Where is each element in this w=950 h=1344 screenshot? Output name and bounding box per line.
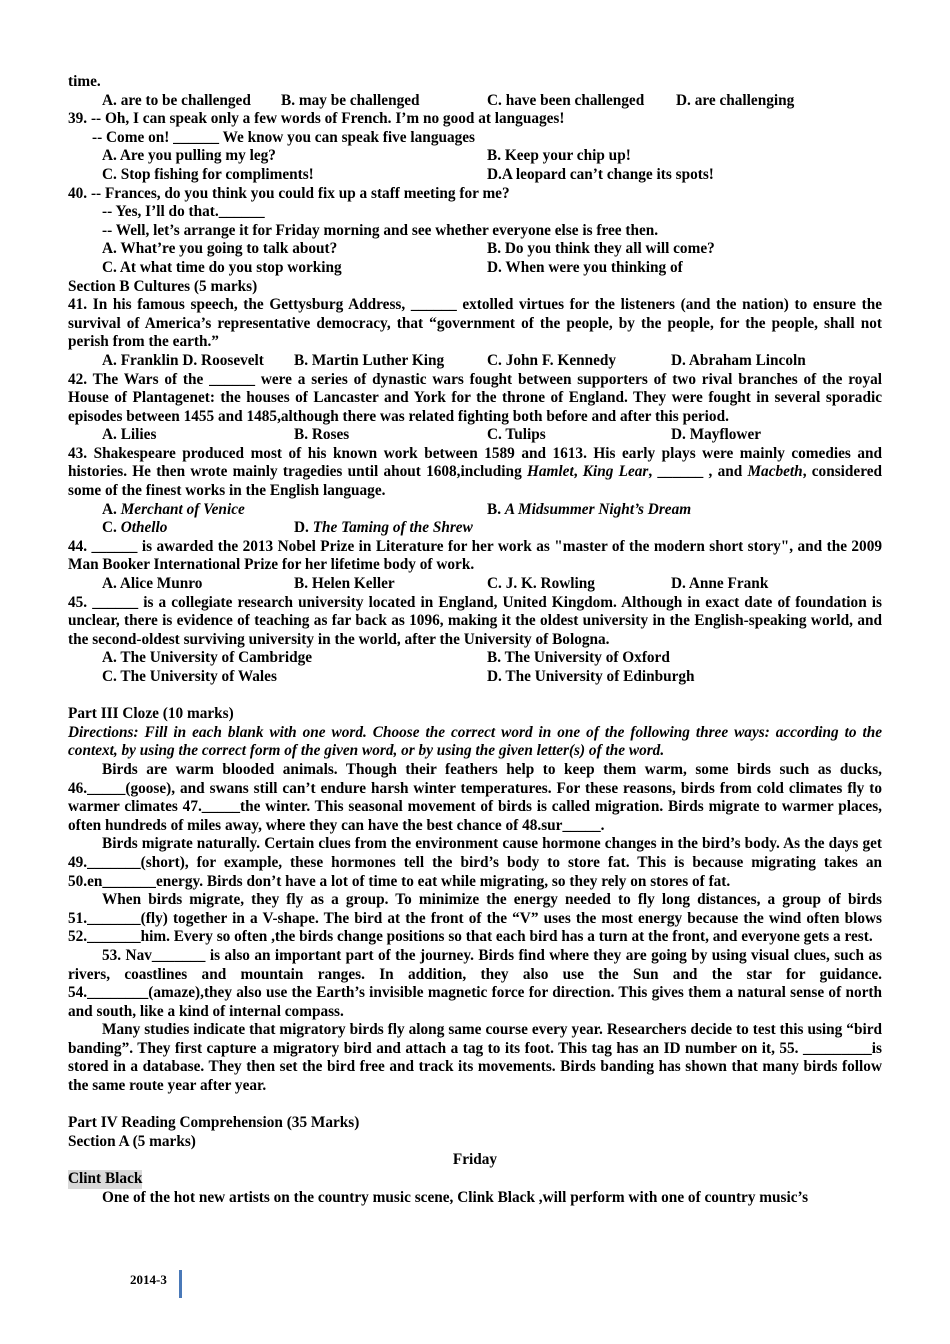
q43-option-d-label: D. [294, 519, 313, 537]
q38-options [68, 92, 882, 111]
q39-line1: 39. -- Oh, I can speak only a few words of French. I’m no good at languages! [68, 110, 565, 128]
q40-line3: -- Well, let’s arrange it for Friday morning and see whether everyone else is free then. [102, 221, 659, 239]
cloze-paragraph-5-text: Many studies indicate that migratory birds fly along same course every year. Researchers decide to test this using “bird banding”. They first capture a migratory bird and attach a tag to its foot. This tag has an ID number on it, 55. _________is stored in a database. They then set the bird free and track its movements. Birds banding has shown that many birds follow the same route year after year. [68, 1021, 882, 1095]
q42-text: 42. The Wars of the ______ were a series of dynastic wars fought between supporters of two rival branches of the royal House of Plantagenet: the houses of Lancaster and York for the throne of England. They were fought in several sporadic episodes between 1455 and 1485,although there was related fighting both before and after this period. [68, 370, 882, 425]
q44-options [68, 575, 882, 594]
part4-section-a: Section A (5 marks) [68, 1132, 196, 1150]
footer-page-label: 2014-3 [130, 1272, 167, 1287]
q43-text-c: , considered some of the finest works in the English language. [68, 463, 883, 500]
cloze-paragraph-5 [68, 1021, 882, 1095]
q43-option-c-label: C. [102, 519, 121, 537]
cloze-paragraph-3-text: When birds migrate, they fly as a group. To minimize the energy needed to fly long distances, a group of birds 51._______(fly) together in a V-shape. The bird at the front of the “V” uses the most energy because the wind often blows 52._______him. Every so often ,the birds change positions so that each bird has a turn at the front, and everyone gets a rest. [68, 891, 882, 946]
q38-option-c: C. have been challenged [487, 91, 645, 109]
q41-option-c: C. John F. Kennedy [487, 351, 617, 369]
q41-text: 41. In his famous speech, the Gettysburg Address, ______ extolled virtues for the listeners (and the nation) to ensure the survival of America’s representative democracy, that “government of the people, by the people, for the people, shall not perish from the earth.” [68, 296, 882, 351]
q45-text: 45. ______ is a collegiate research university located in England, United Kingdom. Although in exact date of foundation is unclear, there is evidence of teaching as far back as 1096, making it the oldest university in the English-speaking world, and the second-oldest surviving university in the world, after the University of Bologna. [68, 593, 882, 648]
q38-tail: time. [68, 73, 101, 90]
q43-option-c [102, 519, 167, 538]
q45-option-d: D. The University of Edinburgh [487, 668, 695, 685]
q41-option-d: D. Abraham Lincoln [671, 351, 806, 369]
q45-options-row1 [68, 649, 882, 668]
q44-option-c: C. J. K. Rowling [487, 575, 595, 593]
q38-option-b: B. may be challenged [281, 91, 420, 109]
q43-option-d [294, 519, 473, 538]
q44-option-b: B. Helen Keller [294, 575, 395, 593]
q39-option-d: D.A leopard can’t change its spots! [487, 165, 714, 183]
q40-option-b: B. Do you think they all will come? [487, 240, 715, 258]
q43-option-b-label: B. [487, 500, 505, 518]
cloze-paragraph-4-text: 53. Nav_______ is also an important part of the journey. Birds find where they are going by using visual clues, such as rivers, coastlines and mountain ranges. In addition, they also use the Sun and the star for guidance. 54.________(amaze),they also use the Earth’s invisible magnetic force for direction. This gives them a natural sense of north and south, like a kind of internal compass. [68, 946, 882, 1020]
q41-options [68, 352, 882, 371]
cloze-paragraph-2 [68, 835, 882, 891]
q40-option-a: A. What’re you going to talk about? [102, 240, 338, 258]
reading-day-heading: Friday [452, 1151, 498, 1169]
q43-option-b [487, 501, 691, 520]
q41-option-a: A. Franklin D. Roosevelt [102, 351, 264, 369]
q39-options-row1 [68, 147, 882, 166]
q42-options [68, 426, 882, 445]
q39-option-c: C. Stop fishing for compliments! [102, 165, 314, 183]
part3-directions: Directions: Fill in each blank with one word. Choose the correct word in one of the following three ways: according to the context, by using the correct form of the given word, or by using the given letter(s) of the word. [68, 723, 882, 760]
q42-option-d: D. Mayflower [671, 426, 762, 444]
part4-title: Part IV Reading Comprehension (35 Marks) [68, 1114, 360, 1132]
q43-options-row1 [68, 501, 882, 520]
q42-option-b: B. Roses [294, 426, 350, 444]
q45-option-b: B. The University of Oxford [487, 649, 670, 667]
q39-options-row2 [68, 166, 882, 185]
q43-sep: , [573, 463, 583, 481]
q43-text [68, 445, 882, 501]
q43-option-a-text: Merchant of Venice [120, 500, 245, 518]
q39-option-b: B. Keep your chip up! [487, 147, 631, 165]
cloze-paragraph-3 [68, 891, 882, 947]
q43-macbeth: Macbeth [747, 463, 803, 481]
artist-heading-row [68, 1170, 882, 1189]
exam-page [68, 73, 882, 1207]
q40-line2: -- Yes, I’ll do that.______ [102, 203, 265, 221]
q43-option-b-text: A Midsummer Night’s Dream [504, 500, 692, 518]
cloze-paragraph-1-text: Birds are warm blooded animals. Though their feathers help to keep them warm, some birds such as ducks, 46._____(goose), and swans still can’t endure harsh winter temperatures. For these reasons, birds from cold climates fly to warmer climates 47._____the winter. This seasonal movement of birds is called migration. Birds migrate to warmer places, often hundreds of miles away, where they can have the best chance of 48.sur_____. [68, 760, 882, 834]
q45-options-row2 [68, 668, 882, 687]
q44-option-a: A. Alice Munro [102, 575, 203, 593]
q40-line1: 40. -- Frances, do you think you could fix up a staff meeting for me? [68, 184, 510, 202]
q43-option-a-label: A. [102, 500, 121, 518]
q39-option-a: A. Are you pulling my leg? [102, 147, 276, 165]
q43-option-a [102, 501, 245, 520]
spacer [68, 1096, 882, 1115]
cloze-paragraph-1 [68, 761, 882, 835]
q43-text-b: , ______ , and [648, 463, 748, 481]
q43-options-row2 [68, 519, 882, 538]
q42-option-a: A. Lilies [102, 426, 157, 444]
part3-title: Part III Cloze (10 marks) [68, 705, 234, 723]
q38-option-a: A. are to be challenged [102, 91, 251, 109]
q43-king-lear: King Lear [582, 463, 649, 481]
footer-divider [179, 1270, 182, 1298]
q39-line2: -- Come on! ______ We know you can speak five languages [92, 128, 476, 146]
artist-heading: Clint Black [68, 1170, 143, 1188]
cloze-paragraph-2-text: Birds migrate naturally. Certain clues from the environment cause hormone changes in the bird’s body. As the days get 49._______(short), for example, these hormones tell the bird’s body to store fat. This is because migrating takes an 50.en_______energy. Birds don’t have a lot of time to eat while migrating, so they rely on stores of fat. [68, 835, 882, 890]
q45-option-a: A. The University of Cambridge [102, 649, 313, 667]
q40-options-row1 [68, 240, 882, 259]
q40-option-d: D. When were you thinking of [487, 258, 683, 276]
q40-option-c: C. At what time do you stop working [102, 258, 342, 276]
q42-option-c: C. Tulips [487, 426, 546, 444]
section-b-title: Section B Cultures (5 marks) [68, 277, 258, 295]
q40-options-row2 [68, 259, 882, 278]
q44-option-d: D. Anne Frank [671, 575, 769, 593]
q43-option-c-text: Othello [120, 519, 168, 537]
cloze-paragraph-4 [68, 947, 882, 1021]
q43-text-a: 43. Shakespeare produced most of his known work between 1589 and 1613. His early plays were mainly comedies and histories. He then wrote mainly tragedies until ahout 1608,including [68, 444, 882, 481]
q43-hamlet: Hamlet [526, 463, 574, 481]
reading-intro: One of the hot new artists on the country music scene, Clink Black ,will perform with one of country music’s [102, 1188, 809, 1206]
q38-option-d: D. are challenging [676, 91, 795, 109]
q44-text: 44. ______ is awarded the 2013 Nobel Prize in Literature for her work as "master of the modern short story", and the 2009 Man Booker International Prize for her lifetime body of work. [68, 537, 882, 574]
q41-option-b: B. Martin Luther King [294, 351, 445, 369]
spacer [68, 687, 882, 706]
q43-option-d-text: The Taming of the Shrew [312, 519, 473, 537]
q45-option-c: C. The University of Wales [102, 668, 277, 685]
